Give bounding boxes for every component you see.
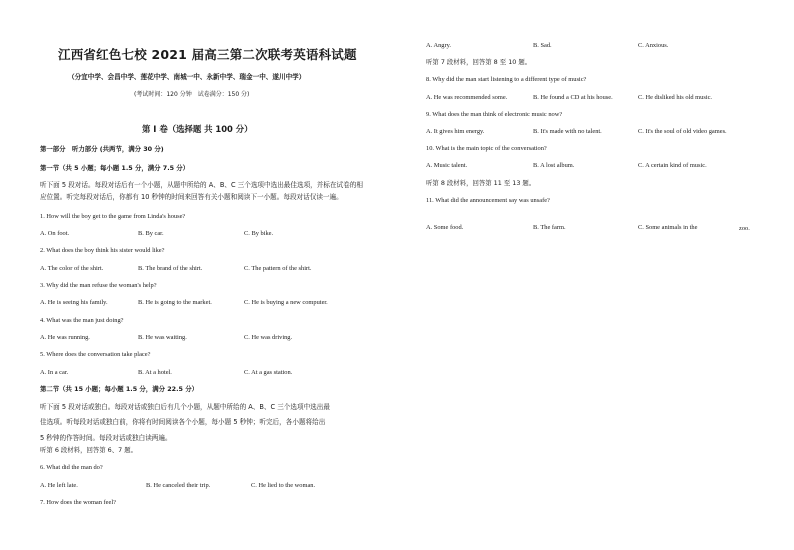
- q7-option-c: C. Anxious.: [638, 42, 669, 49]
- q9-option-b: B. It's made with no talent.: [533, 128, 602, 135]
- q4-option-a: A. He was running.: [40, 334, 90, 341]
- q10-option-a: A. Music talent.: [426, 162, 468, 169]
- q1-option-a: A. On foot.: [40, 230, 70, 237]
- passage-8-heading: 听第 8 段材料，回答第 11 至 13 题。: [426, 179, 536, 187]
- q8-option-a: A. He was recommended some.: [426, 94, 508, 101]
- question-9: 9. What does the man think of electronic music now?: [426, 111, 563, 118]
- section2-instructions-line2: 佳选项。听每段对话或独白前，你将有时间阅读各个小题，每小题 5 秒钟；听完后，各小题将给出: [40, 418, 326, 426]
- q7-option-a: A. Angry.: [426, 42, 451, 49]
- q5-option-c: C. At a gas station.: [244, 369, 293, 376]
- volume-title: 第 I 卷（选择题 共 100 分）: [142, 124, 253, 134]
- section2-instructions-line3: 5 秒钟的作答时间。每段对话或独白读两遍。: [40, 434, 172, 442]
- q5-option-a: A. In a car.: [40, 369, 69, 376]
- passage-6-heading: 听第 6 段材料，回答第 6、7 题。: [40, 446, 138, 454]
- question-6: 6. What did the man do?: [40, 464, 103, 471]
- question-5: 5. Where does the conversation take place?: [40, 351, 151, 358]
- q3-option-a: A. He is seeing his family.: [40, 299, 108, 306]
- q2-option-c: C. The pattern of the shirt.: [244, 265, 312, 272]
- section2-instructions-line1: 听下面 5 段对话或独白。每段对话或独白后有几个小题，从题中所给的 A、B、C 三个选项中选出最: [40, 403, 330, 411]
- question-2: 2. What does the boy think his sister would like?: [40, 247, 165, 254]
- q5-option-b: B. At a hotel.: [138, 369, 172, 376]
- section1-instructions: 听下面 5 段对话。每段对话后有一个小题，从题中所给的 A、B、C 三个选项中选出最佳选项，并标在试卷的相应位置。听完每段对话后，你都有 10 秒钟的时间来回答有关小题和阅读下一小题。每段对话仅读一遍。: [40, 181, 363, 201]
- q6-option-a: A. He left late.: [40, 482, 78, 489]
- q3-option-c: C. He is buying a new computer.: [244, 299, 328, 306]
- question-3: 3. Why did the man refuse the woman's help?: [40, 282, 157, 289]
- q6-option-c: C. He lied to the woman.: [251, 482, 316, 489]
- exam-title: 江西省红色七校 2021 届高三第二次联考英语科试题: [58, 47, 357, 62]
- q11-option-b: B. The farm.: [533, 224, 566, 231]
- question-4: 4. What was the man just doing?: [40, 317, 124, 324]
- q1-option-c: C. By bike.: [244, 230, 274, 237]
- q11-option-a: A. Some food.: [426, 224, 464, 231]
- q3-option-b: B. He is going to the market.: [138, 299, 212, 306]
- q2-option-b: B. The brand of the shirt.: [138, 265, 203, 272]
- section1-title: 第一节（共 5 小题；每小题 1.5 分，满分 7.5 分）: [40, 164, 190, 172]
- question-8: 8. Why did the man start listening to a different type of music?: [426, 76, 587, 83]
- question-11: 11. What did the announcement say was unsafe?: [426, 197, 550, 204]
- q11-option-c: C. Some animals in the: [638, 224, 698, 231]
- passage-7-heading: 听第 7 段材料，回答第 8 至 10 题。: [426, 58, 532, 66]
- question-7: 7. How does the woman feel?: [40, 499, 116, 506]
- q4-option-b: B. He was waiting.: [138, 334, 187, 341]
- question-1: 1. How will the boy get to the game from Linda's house?: [40, 213, 186, 220]
- q9-option-a: A. It gives him energy.: [426, 128, 485, 135]
- section2-title: 第二节（共 15 小题；每小题 1.5 分，满分 22.5 分）: [40, 385, 198, 393]
- school-list: （分宜中学、会昌中学、莲花中学、南城一中、永新中学、瑞金一中、遂川中学）: [68, 73, 306, 81]
- q1-option-b: B. By car.: [138, 230, 164, 237]
- q10-option-c: C. A certain kind of music.: [638, 162, 707, 169]
- q10-option-b: B. A lost album.: [533, 162, 575, 169]
- q9-option-c: C. It's the soul of old video games.: [638, 128, 727, 135]
- part1-title: 第一部分 听力部分 (共两节，满分 30 分): [40, 145, 164, 153]
- q6-option-b: B. He canceled their trip.: [146, 482, 211, 489]
- q2-option-a: A. The color of the shirt.: [40, 265, 104, 272]
- q11-option-c-tail: zoo.: [739, 225, 750, 232]
- exam-info: (考试时间：120 分钟 试卷满分：150 分): [134, 91, 250, 98]
- q8-option-b: B. He found a CD at his house.: [533, 94, 613, 101]
- question-10: 10. What is the main topic of the conversation?: [426, 145, 547, 152]
- q8-option-c: C. He disliked his old music.: [638, 94, 713, 101]
- q4-option-c: C. He was driving.: [244, 334, 293, 341]
- q7-option-b: B. Sad.: [533, 42, 552, 49]
